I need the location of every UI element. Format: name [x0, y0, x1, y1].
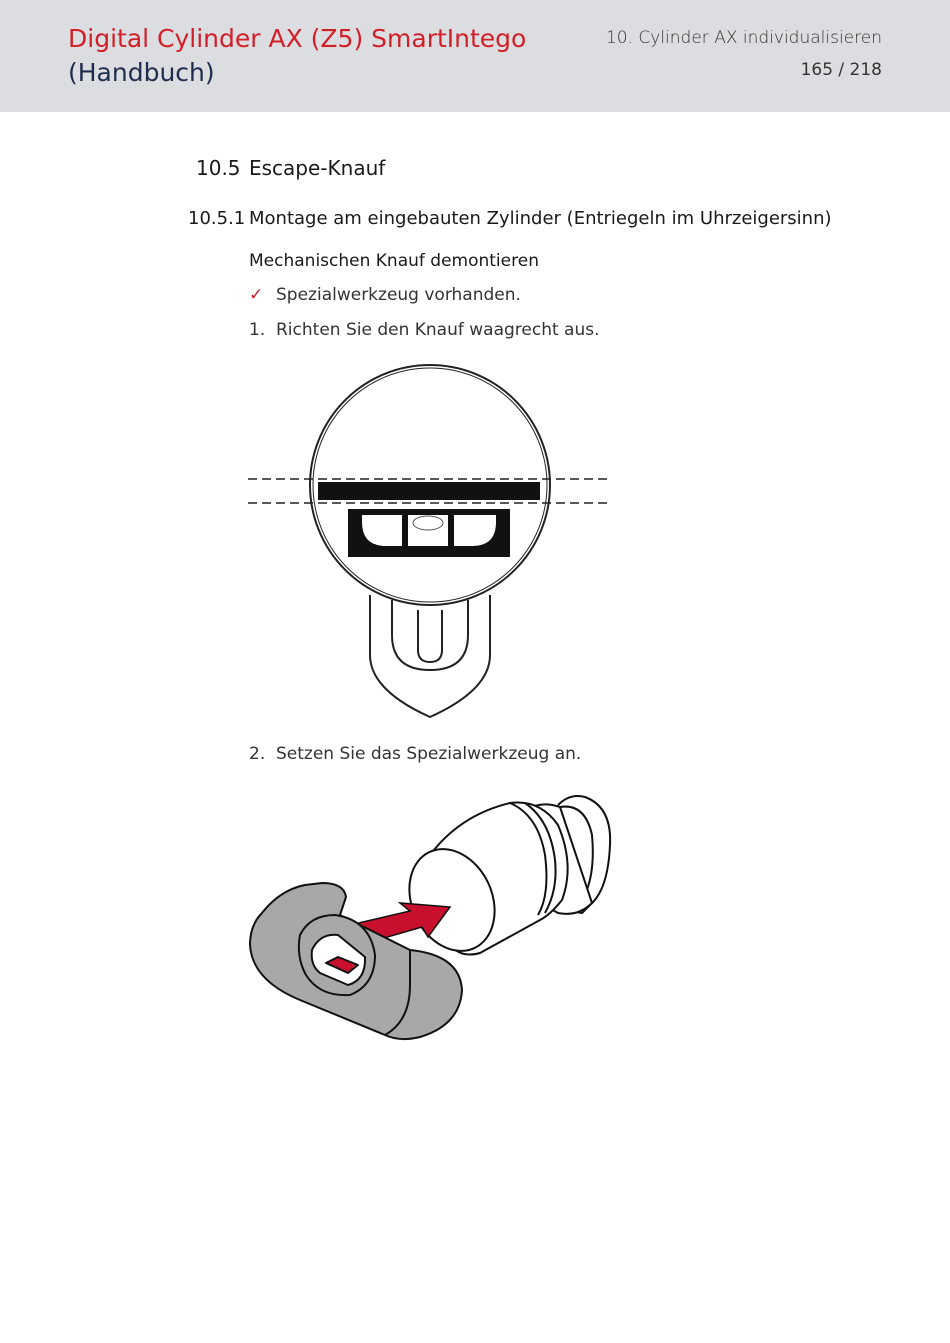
document-title [68, 22, 526, 90]
knob-alignment-figure [240, 360, 620, 725]
knob-slot [418, 610, 442, 662]
section-title: Escape-Knauf [249, 156, 386, 180]
step-2-text: Setzen Sie das Spezialwerkzeug an. [276, 744, 582, 764]
procedure-title: Mechanischen Knauf demontieren [249, 251, 539, 271]
step-2-number: 2. [249, 744, 266, 764]
subsection-number: 10.5.1 [188, 208, 246, 229]
special-tool-figure [240, 785, 630, 1050]
subsection-title: Montage am eingebauten Zylinder (Entriegeln im Uhrzeigersinn) [249, 208, 832, 229]
page-header [0, 0, 950, 112]
document-title-line1: Digital Cylinder AX (Z5) SmartIntego [68, 24, 527, 53]
page-number: 165 / 218 [800, 60, 882, 80]
section-number: 10.5 [196, 156, 241, 180]
step-1-text: Richten Sie den Knauf waagrecht aus. [276, 320, 600, 340]
document-title-line2: (Handbuch) [68, 58, 215, 87]
knob-neck-outline [370, 595, 490, 717]
step-1-number: 1. [249, 320, 266, 340]
knob-neck-inner [392, 600, 468, 670]
prerequisite-text: Spezialwerkzeug vorhanden. [276, 285, 521, 305]
checkmark-icon: ✓ [249, 285, 264, 305]
chapter-title: 10. Cylinder AX individualisieren [605, 28, 882, 48]
knob-bar [318, 482, 540, 500]
